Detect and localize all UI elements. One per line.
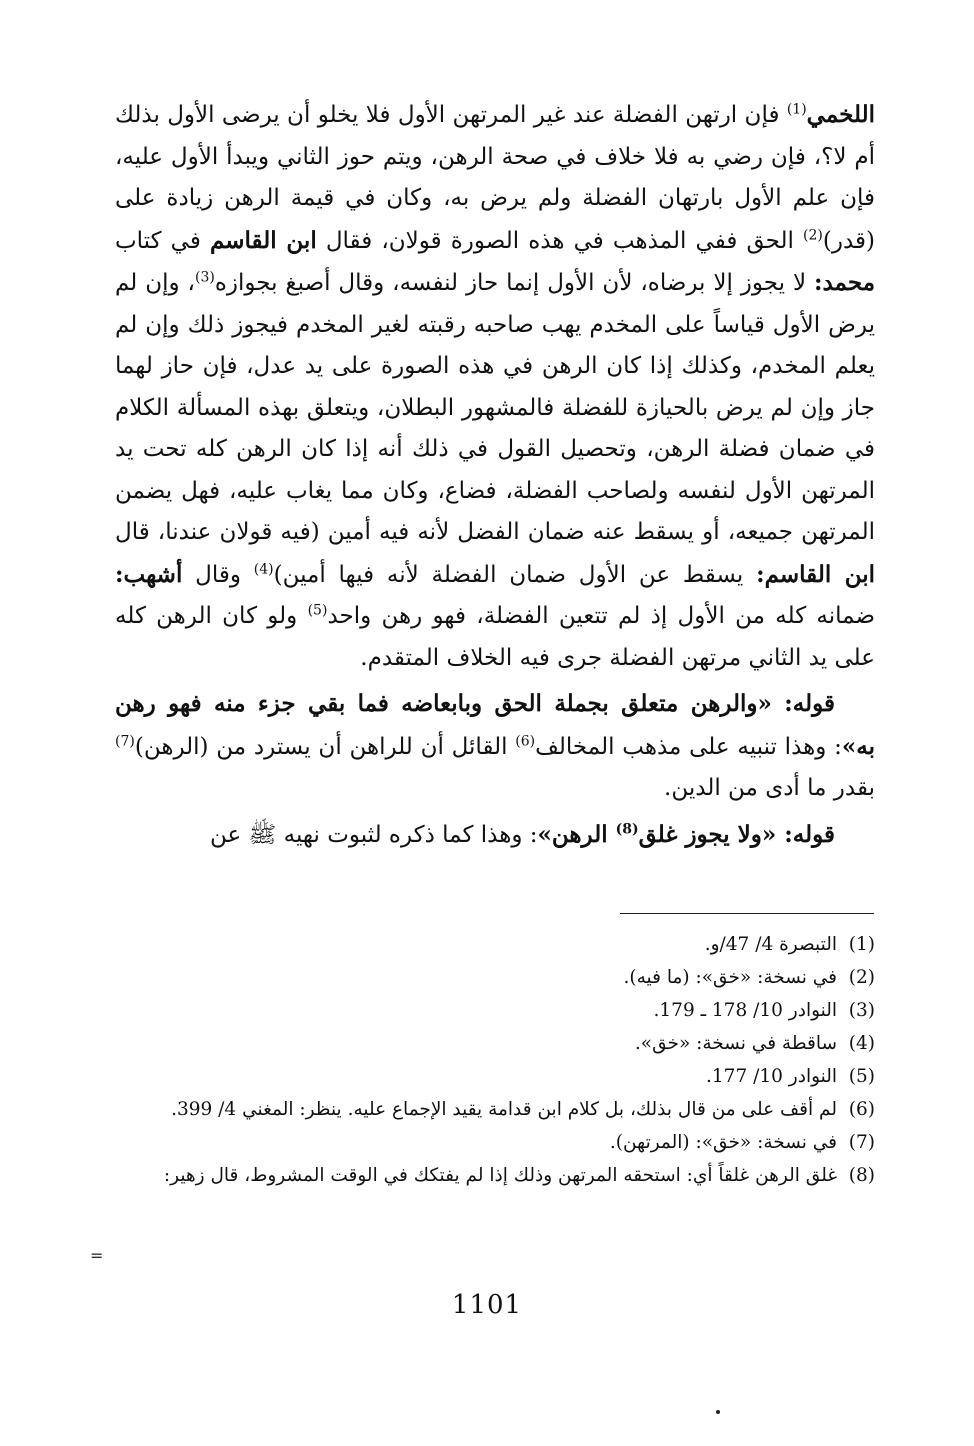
scholar-name: اللخمي — [806, 101, 875, 128]
text-run: يسقط عن الأول ضمان الفضلة لأنه فيها أمين) — [273, 561, 757, 588]
footnote-number: (7) — [848, 1132, 875, 1153]
footnote-ref-1[interactable]: (1) — [786, 101, 807, 118]
footnote-number: (3) — [848, 1000, 875, 1021]
text-run: ضمانه كله من الأول إذ لم تتعين الفضلة، فهو رهن واحد — [327, 603, 875, 629]
print-speck — [716, 1410, 720, 1414]
footnote-number: (6) — [848, 1099, 875, 1120]
main-text — [115, 94, 875, 856]
footnote-item — [115, 961, 875, 994]
footnote-text: لم أقف على من قال بذلك، بل كلام ابن قدامة يقيد الإجماع عليه. ينظر: المغني 4/ 399. — [171, 1099, 837, 1120]
quoted-matn: قوله: «ولا يجوز غلق — [638, 820, 835, 848]
footnote-number: (2) — [848, 967, 875, 988]
footnote-ref-6[interactable]: (6) — [515, 732, 536, 749]
footnotes — [115, 928, 875, 1192]
continuation-mark: = — [90, 1246, 104, 1265]
footnote-text: في نسخة: «خق»: (ما فيه). — [623, 967, 837, 988]
paragraph-2 — [115, 683, 875, 810]
text-run: ولو كان الرهن كله على يد الثاني مرتهن الفضلة جرى فيه الخلاف المتقدم. — [115, 603, 875, 671]
footnote-number: (1) — [848, 934, 875, 955]
scholar-name: ابن القاسم — [209, 226, 317, 254]
footnote-ref-4[interactable]: (4) — [253, 560, 274, 577]
text-run: في كتاب — [115, 227, 210, 254]
footnote-item — [115, 1027, 875, 1060]
paragraph-3 — [115, 814, 875, 857]
footnote-ref-2[interactable]: (2) — [803, 226, 823, 243]
paragraph-1 — [115, 94, 875, 679]
footnote-item — [115, 994, 875, 1027]
footnote-number: (5) — [848, 1066, 875, 1087]
footnote-number: (8) — [848, 1165, 875, 1186]
footnote-item — [115, 1060, 875, 1093]
quoted-matn: قوله: «والرهن متعلق بجملة الحق وبابعاضه فما بقي جزء منه فهو رهن به» — [115, 690, 876, 760]
footnote-text: في نسخة: «خق»: (المرتهن). — [609, 1132, 837, 1153]
footnote-item — [115, 1126, 875, 1159]
text-run: : وهذا كما ذكره لثبوت نهيه ﷺ عن — [209, 821, 538, 848]
text-run: القائل أن للراهن أن يسترد من (الرهن) — [134, 733, 516, 760]
footnote-ref-8[interactable]: (8) — [615, 820, 639, 837]
text-run: لا يجوز إلا برضاه، لأن الأول إنما حاز لنفسه، وقال أصبغ بجوازه — [214, 270, 814, 296]
footnote-text: النوادر 10/ 178 ـ 179. — [653, 1000, 837, 1021]
footnote-item — [115, 1159, 875, 1192]
footnote-ref-3[interactable]: (3) — [194, 269, 215, 286]
text-run: ، وإن لم يرض الأول قياساً على المخدم يهب صاحبه رقبته لغير المخدم فيجوز ذلك وإن لم يعلم المخدم، وكذلك إذا كان الرهن في هذه الصورة على يد عدل، فإن حاز لهما جاز وإن لم يرض بالحيازة للفضلة فالمشهور البطلان، ويتعلق بهذه المسألة الكلام في ضمان فضلة الرهن، وتحصيل القول في ذلك أنه إذا كان الرهن كله تحت يد المرتهن الأول لنفسه ولصاحب الفضلة، فضاع، وكان مما يغاب عليه، فهل يضمن المرتهن جميعه، أو يسقط عنه ضمان الفضل لأنه فيه أمين (فيه قولان عندنا، قال — [115, 270, 875, 545]
scholar-name: ابن القاسم: — [756, 560, 876, 588]
text-run: الحق ففي المذهب في هذه الصورة قولان، فقال — [316, 227, 804, 254]
footnote-text: ساقطة في نسخة: «خق». — [634, 1033, 837, 1054]
footnote-ref-7[interactable]: (7) — [115, 732, 135, 749]
text-run: فإن ارتهن الفضلة عند غير المرتهن الأول فلا يخلو أن يرضى الأول بذلك أم لا؟، فإن رضي به فلا خلاف في صحة الرهن، ويتم حوز الثاني ويبدأ الأول عليه، فإن علم الأول بارتهان الفضلة ولم يرض به، وكان في قيمة الرهن زيادة على (قدر) — [115, 102, 875, 254]
text-run: بقدر ما أدى من الدين. — [664, 775, 875, 801]
quoted-matn: الرهن» — [537, 820, 616, 848]
footnote-separator — [620, 913, 874, 914]
footnote-item — [115, 928, 875, 961]
footnote-ref-5[interactable]: (5) — [307, 602, 328, 619]
footnote-text: غلق الرهن غلقاً أي: استحقه المرتهن وذلك إذا لم يفتكك في الوقت المشروط، قال زهير: — [163, 1165, 837, 1186]
footnote-text: التبصرة 4/ 47/و. — [704, 934, 837, 955]
scholar-name: أشهب: — [115, 560, 183, 588]
text-run: وقال — [182, 561, 254, 588]
page-number: 1101 — [451, 1290, 523, 1320]
footnote-text: النوادر 10/ 177. — [706, 1066, 837, 1087]
text-run: : وهذا تنبيه على مذهب المخالف — [535, 733, 842, 760]
footnote-item — [115, 1093, 875, 1126]
footnote-number: (4) — [848, 1033, 875, 1054]
book-name: محمد: — [813, 269, 876, 296]
